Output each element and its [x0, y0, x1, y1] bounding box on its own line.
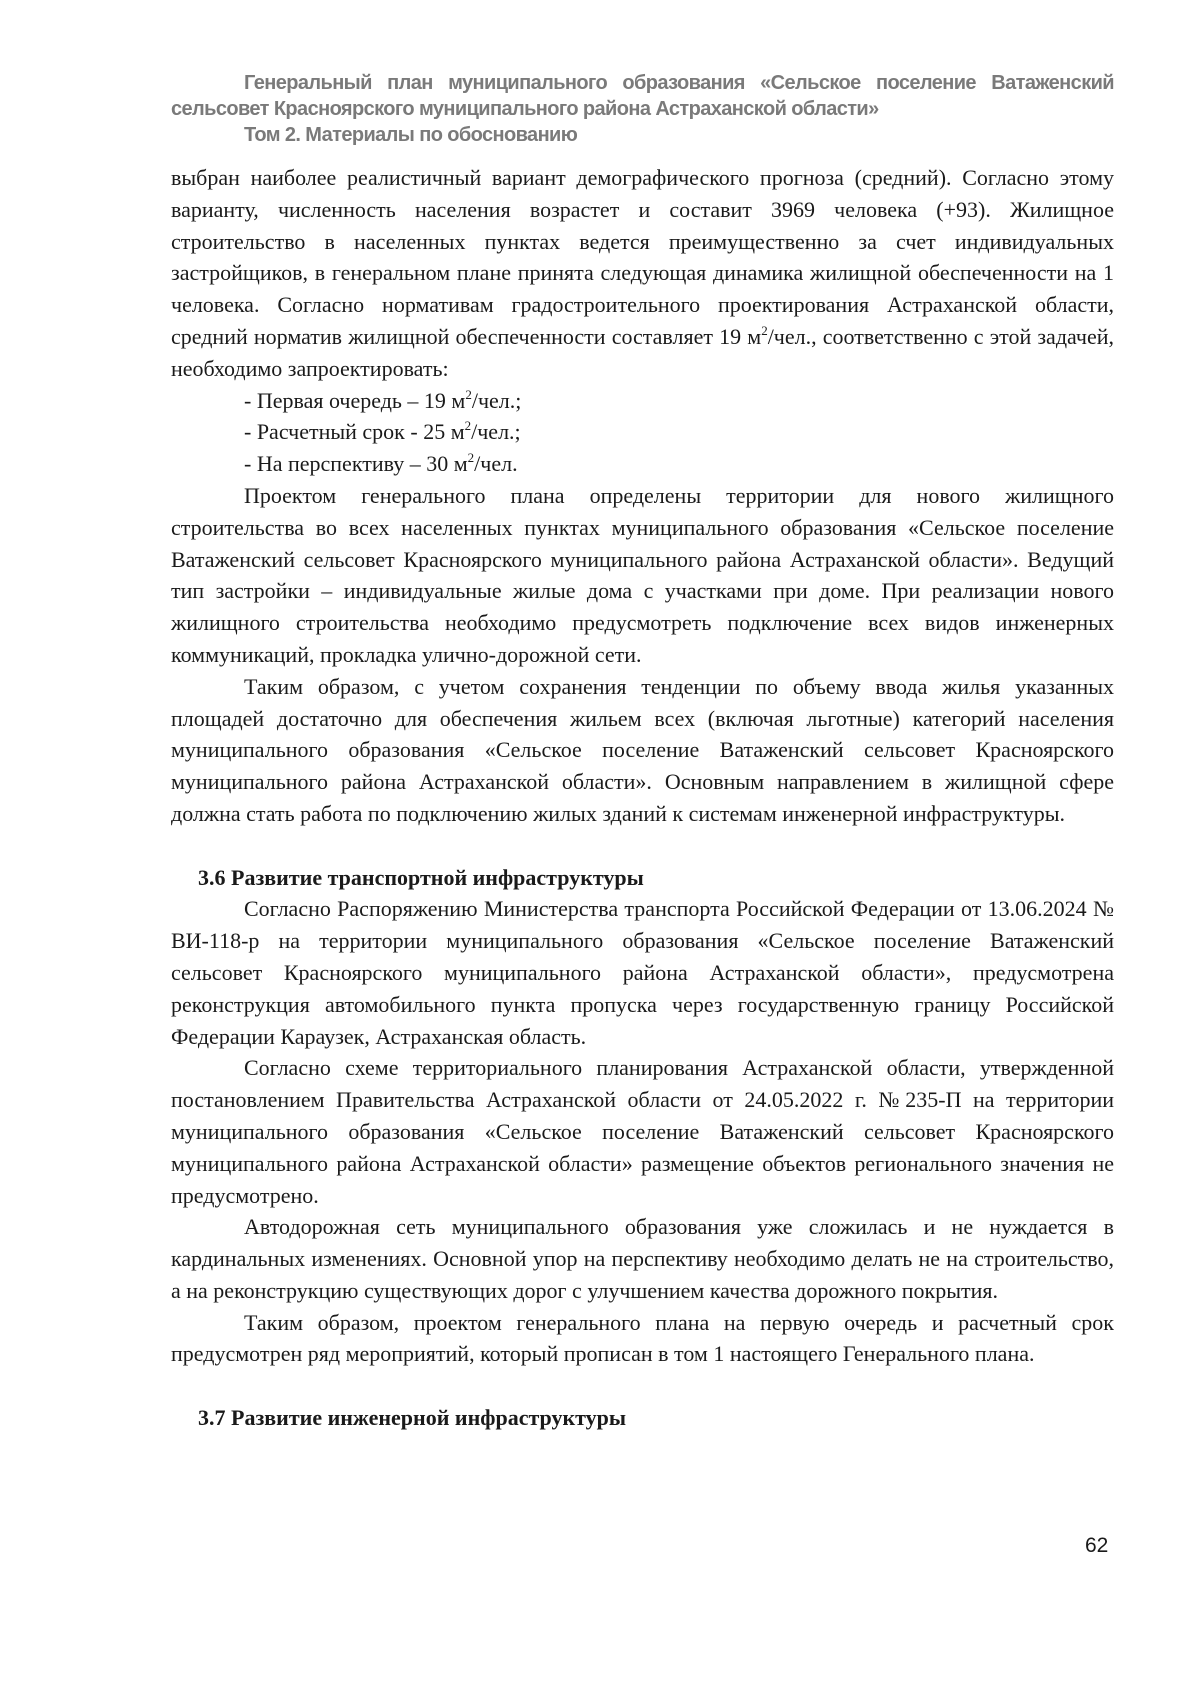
list-item: - Первая очередь – 19 $м^2$/чел.;	[244, 386, 522, 413]
page-number: 62	[1085, 1534, 1109, 1557]
paragraph-transport-ministry: Согласно Распоряжению Министерства транспорта Российской Федерации от 13.06.2024 № ВИ-118-р на территории муниципального образования «Сельское поселение Ватаженский сельсовет Красноярского муниципального района Астраханской области», предусмотрена реконструкция автомобильного пункта пропуска через государственную границу Российской Федерации Караузек, Астраханская область.	[171, 896, 1114, 1049]
paragraph-transport-conclusion: Таким образом, проектом генерального плана на первую очередь и расчетный срок предусмотрен ряд мероприятий, который прописан в том 1 настоящего Генерального плана.	[171, 1309, 1114, 1367]
paragraph-territorial-scheme: Согласно схеме территориального планирования Астраханской области, утвержденной постановлением Правительства Астраханской области от 24.05.2022 г. №235-П на территории муниципального образования «Сельское поселение Ватаженский сельсовет Красноярского муниципального района Астраханской области» размещение объектов регионального значения не предусмотрено.	[171, 1055, 1114, 1208]
paragraph-demographic-forecast: выбран наиболее реалистичный вариант демографического прогноза (средний). Согласно этому варианту, численность населения возрастет и составит 3969 человека (+93). Жилищное строительство в населенных пунктах ведется преимущественно за счет индивидуальных застройщиков, в генеральном плане принята следующая динамика жилищной обеспеченности на 1 человека. Согласно нормативам градостроительного проектирования Астраханской области, средний норматив жилищной обеспеченности составляет 19 $м^2$/чел., соответственно с этой задачей, необходимо запроектировать:	[171, 165, 1114, 381]
paragraph-road-network: Автодорожная сеть муниципального образования уже сложилась и не нуждается в кардинальных изменениях. Основной упор на перспективу необходимо делать не на строительство, а на реконструкцию существующих дорог с улучшением качества дорожного покрытия.	[171, 1214, 1114, 1303]
page-body	[171, 162, 1114, 1434]
header-title-line-2: сельсовет Красноярского муниципального района Астраханской области»	[171, 98, 879, 120]
housing-norm-list	[171, 385, 1114, 480]
paragraph-housing-territories: Проектом генерального плана определены территории для нового жилищного строительства во всех населенных пунктах муниципального образования «Сельское поселение Ватаженский сельсовет Красноярского муниципального района Астраханской области». Ведущий тип застройки – индивидуальные жилые дома с участками при доме. При реализации нового жилищного строительства необходимо предусмотреть подключение всех видов инженерных коммуникаций, прокладка улично-дорожной сети.	[171, 482, 1114, 667]
header-title-line-1: Генеральный план муниципального образования «Сельское поселение Ватаженский	[244, 72, 1114, 94]
running-header	[171, 70, 1114, 148]
paragraph-housing-conclusion: Таким образом, с учетом сохранения тенденции по объему ввода жилья указанных площадей достаточно для обеспечения жильем всех (включая льготные) категорий населения муниципального образования «Сельское поселение Ватаженский сельсовет Красноярского муниципального района Астраханской области». Основным направлением в жилищной сфере должна стать работа по подключению жилых зданий к системам инженерной инфраструктуры.	[171, 673, 1114, 826]
section-heading-3-6: 3.6 Развитие транспортной инфраструктуры	[198, 864, 644, 890]
header-volume: Том 2. Материалы по обоснованию	[244, 124, 578, 146]
list-item: - На перспективу – 30 $м^2$/чел.	[244, 450, 518, 477]
section-heading-3-7: 3.7 Развитие инженерной инфраструктуры	[198, 1405, 627, 1431]
list-item: - Расчетный срок - 25 $м^2$/чел.;	[244, 418, 521, 445]
